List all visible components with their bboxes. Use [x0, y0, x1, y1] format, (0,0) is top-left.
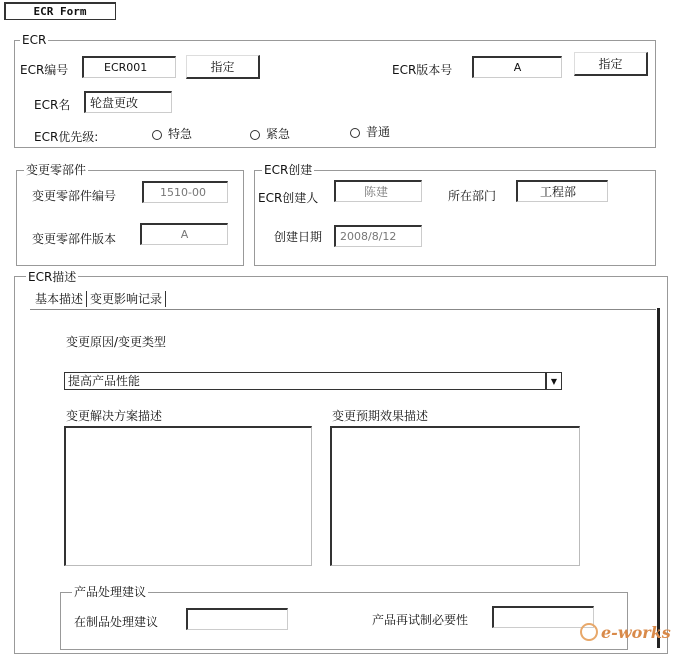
- create-date-field[interactable]: 2008/8/12: [334, 225, 422, 247]
- assign-ecr-version-button[interactable]: 指定: [574, 52, 648, 76]
- radio-icon[interactable]: [350, 128, 360, 138]
- retrial-label: 产品再试制必要性: [372, 613, 469, 627]
- radio-icon[interactable]: [152, 130, 162, 140]
- effect-textarea[interactable]: [330, 426, 580, 566]
- tab-change-impact-record[interactable]: 变更影响记录: [87, 291, 166, 307]
- ecr-priority-label: ECR优先级:: [34, 130, 99, 144]
- reason-select[interactable]: 提高产品性能: [64, 372, 546, 390]
- department-field[interactable]: 工程部: [516, 180, 608, 202]
- retrial-field[interactable]: [492, 606, 594, 628]
- dropdown-arrow-icon[interactable]: ▼: [546, 372, 562, 390]
- part-number-field[interactable]: 1510-00: [142, 181, 228, 203]
- creator-label: ECR创建人: [258, 191, 319, 205]
- priority-normal-label: 普通: [366, 125, 391, 139]
- tab-underline: [30, 309, 656, 310]
- radio-icon[interactable]: [250, 130, 260, 140]
- form-title-tab[interactable]: ECR Form: [4, 2, 116, 20]
- effect-label: 变更预期效果描述: [332, 409, 429, 423]
- watermark: [580, 618, 672, 646]
- panel-right-edge: [657, 308, 660, 648]
- ecr-desc-legend: ECR描述: [28, 270, 77, 284]
- priority-option-urgent[interactable]: [152, 126, 192, 142]
- ecr-name-label: ECR名: [34, 98, 71, 112]
- desc-tab-bar: [32, 291, 166, 307]
- change-part-legend: 变更零部件: [26, 163, 87, 177]
- creator-field[interactable]: 陈建: [334, 180, 422, 202]
- watermark-logo-icon: [580, 623, 598, 641]
- part-version-label: 变更零部件版本: [32, 232, 117, 246]
- part-number-label: 变更零部件编号: [32, 189, 117, 203]
- wip-label: 在制品处理建议: [74, 615, 159, 629]
- watermark-text: e-works: [601, 622, 671, 642]
- part-version-field[interactable]: A: [140, 223, 228, 245]
- ecr-group-legend: ECR: [22, 33, 47, 47]
- ecr-create-legend: ECR创建: [264, 163, 313, 177]
- ecr-number-field[interactable]: ECR001: [82, 56, 176, 78]
- tab-basic-description[interactable]: 基本描述: [32, 291, 87, 307]
- ecr-version-field[interactable]: A: [472, 56, 562, 78]
- priority-option-normal[interactable]: [350, 124, 390, 140]
- wip-field[interactable]: [186, 608, 288, 630]
- ecr-number-label: ECR编号: [20, 63, 69, 77]
- ecr-name-field[interactable]: 轮盘更改: [84, 91, 172, 113]
- priority-high-label: 紧急: [266, 127, 291, 141]
- priority-option-high[interactable]: [250, 126, 290, 142]
- reason-label: 变更原因/变更类型: [66, 335, 167, 349]
- assign-ecr-number-button[interactable]: 指定: [186, 55, 260, 79]
- department-label: 所在部门: [448, 189, 497, 203]
- suggestion-legend: 产品处理建议: [74, 585, 147, 599]
- ecr-version-label: ECR版本号: [392, 63, 453, 77]
- solution-textarea[interactable]: [64, 426, 312, 566]
- solution-label: 变更解决方案描述: [66, 409, 163, 423]
- create-date-label: 创建日期: [274, 230, 323, 244]
- priority-urgent-label: 特急: [168, 127, 193, 141]
